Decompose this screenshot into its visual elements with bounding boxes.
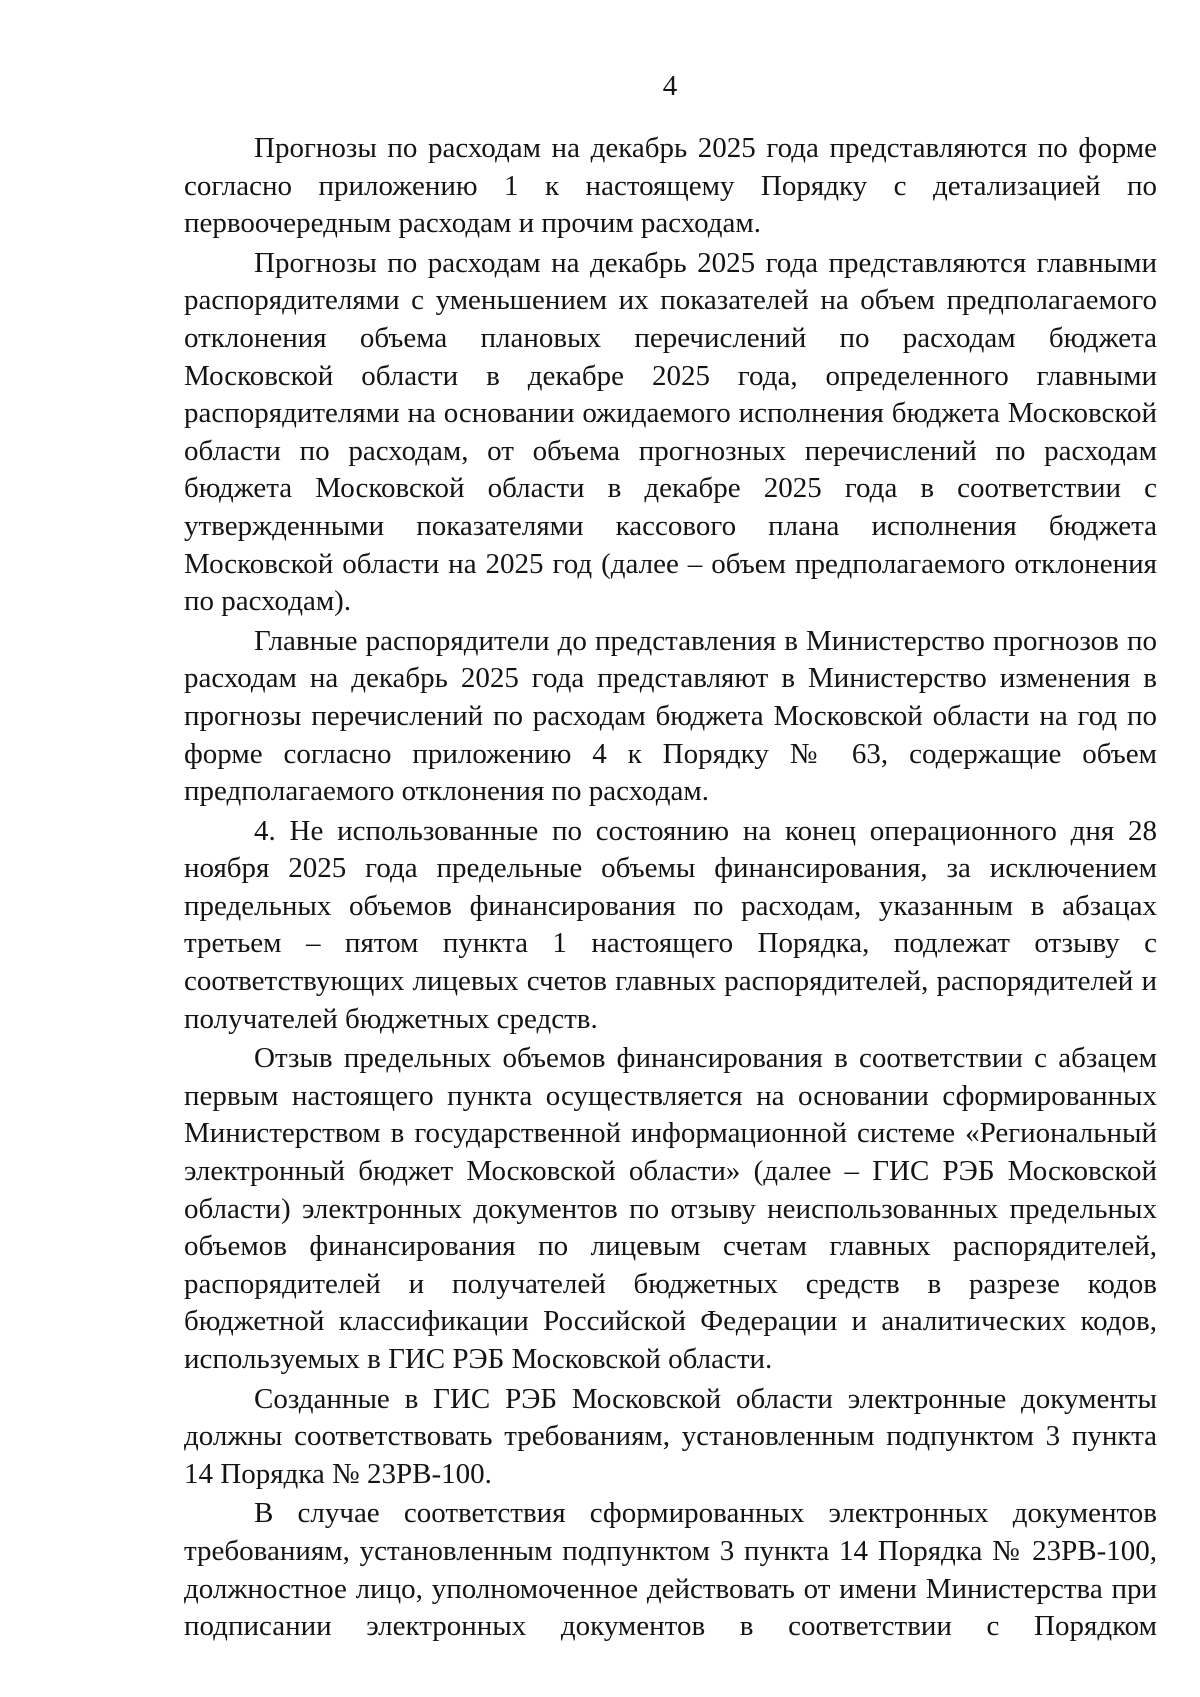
document-body: [184, 130, 1157, 1648]
paragraph: Созданные в ГИС РЭБ Московской области электронные документы должны соответствовать требованиям, установленным подпунктом 3 пункта 14 Порядка № 23РВ-100.: [184, 1382, 1157, 1490]
paragraph: В случае соответствия сформированных электронных документов требованиям, установленным подпунктом 3 пункта 14 Порядка № 23РВ-100, должностное лицо, уполномоченное действовать от имени Министерства при подписании электронных документов в соответствии с Порядком: [184, 1497, 1157, 1643]
page-number: 4: [662, 70, 678, 102]
paragraph: Главные распорядители до представления в Министерство прогнозов по расходам на декабрь 2025 года представляют в Министерство изменения в прогнозы перечислений по расходам бюджета Московской области на год по форме согласно приложению 4 к Порядку № 63, содержащие объем предполагаемого отклонения по расходам.: [184, 624, 1157, 808]
paragraph: Прогнозы по расходам на декабрь 2025 года представляются по форме согласно приложению 1 к настоящему Порядку с детализацией по первоочередным расходам и прочим расходам.: [184, 132, 1157, 240]
paragraph: Отзыв предельных объемов финансирования в соответствии с абзацем первым настоящего пункта осуществляется на основании сформированных Министерством в государственной информационной системе «Региональный электронный бюджет Московской области» (далее – ГИС РЭБ Московской области) электронных документов по отзыву неиспользованных предельных объемов финансирования по лицевым счетам главных распорядителей, распорядителей и получателей бюджетных средств в разрезе кодов бюджетной классификации Российской Федерации и аналитических кодов, используемых в ГИС РЭБ Московской области.: [184, 1042, 1157, 1375]
paragraph: Прогнозы по расходам на декабрь 2025 года представляются главными распорядителями с уменьшением их показателей на объем предполагаемого отклонения объема плановых перечислений по расходам бюджета Московской области в декабре 2025 года, определенного главными распорядителями на основании ожидаемого исполнения бюджета Московской области по расходам, от объема прогнозных перечислений по расходам бюджета Московской области в декабре 2025 года в соответствии с утвержденными показателями кассового плана исполнения бюджета Московской области на 2025 год (далее – объем предполагаемого отклонения по расходам).: [184, 246, 1157, 618]
paragraph: 4. Не использованные по состоянию на конец операционного дня 28 ноября 2025 года предельные объемы финансирования, за исключением предельных объемов финансирования по расходам, указанным в абзацах третьем – пятом пункта 1 настоящего Порядка, подлежат отзыву с соответствующих лицевых счетов главных распорядителей, распорядителей и получателей бюджетных средств.: [184, 814, 1157, 1035]
